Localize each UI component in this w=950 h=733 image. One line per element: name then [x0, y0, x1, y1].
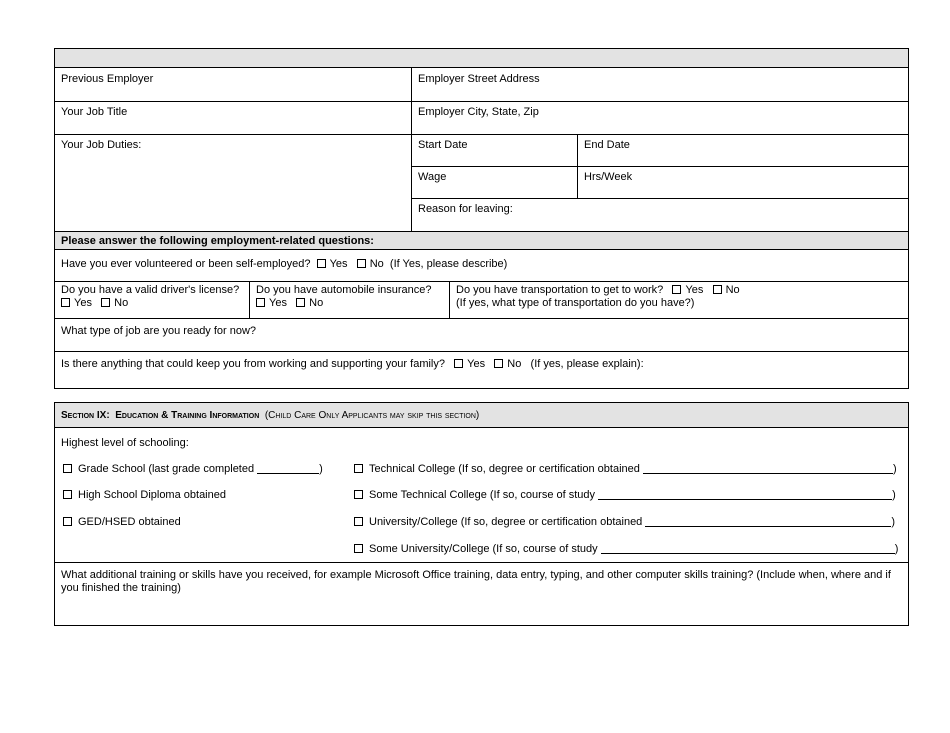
employment-header-bar: [55, 49, 908, 68]
barriers-row: [55, 351, 908, 388]
license-yes-label: Yes: [74, 297, 92, 309]
university-label: University/College (If so, degree or certification obtained: [369, 516, 643, 528]
ged-checkbox[interactable]: [63, 517, 72, 526]
grade-school-label: Grade School (last grade completed: [78, 463, 255, 475]
grade-completed-line[interactable]: [257, 473, 319, 474]
license-cell: [55, 281, 249, 318]
volunteered-row: [55, 250, 908, 281]
ged-label: GED/HSED obtained: [78, 516, 181, 528]
some-technical-close-paren: ): [892, 489, 896, 501]
volunteered-no-checkbox[interactable]: [357, 259, 366, 268]
end-date-field[interactable]: [577, 134, 908, 167]
barriers-no-label: No: [507, 358, 522, 370]
volunteered-yes-checkbox[interactable]: [317, 259, 326, 268]
technical-college-line[interactable]: [643, 473, 893, 474]
some-technical-line[interactable]: [598, 499, 892, 500]
transportation-yes-label: Yes: [685, 284, 704, 296]
transportation-cell: [449, 281, 908, 318]
volunteered-no-label: No: [369, 258, 384, 270]
hrs-week-label: Hrs/Week: [584, 171, 633, 183]
education-table: [54, 402, 909, 626]
university-close-paren: ): [891, 516, 896, 528]
education-section-header: [55, 403, 908, 428]
ged-option: [63, 516, 181, 529]
questions-header: [55, 231, 908, 250]
previous-employer-field[interactable]: [55, 68, 411, 101]
license-no-label: No: [114, 297, 129, 309]
volunteered-note: (If Yes, please describe): [389, 258, 508, 270]
insurance-no-checkbox[interactable]: [296, 298, 305, 307]
some-university-option: [354, 543, 898, 556]
grade-close-paren: ): [319, 463, 323, 475]
some-university-line[interactable]: [601, 553, 895, 554]
license-yes-checkbox[interactable]: [61, 298, 70, 307]
section-label: Section IX:: [61, 410, 110, 421]
some-university-label: Some University/College (If so, course of study: [369, 543, 598, 555]
job-ready-question: What type of job are you ready for now?: [61, 325, 257, 337]
reason-for-leaving-field[interactable]: [412, 198, 908, 231]
job-title-label: Your Job Title: [61, 106, 128, 118]
employer-city-label: Employer City, State, Zip: [418, 106, 539, 118]
start-date-field[interactable]: [412, 134, 577, 167]
end-date-label: End Date: [584, 139, 630, 151]
section-note: (Child Care Only Applicants may skip this section): [264, 410, 480, 421]
barriers-question: Is there anything that could keep you from working and supporting your family?: [61, 358, 445, 370]
university-line[interactable]: [645, 526, 891, 527]
job-duties-field[interactable]: [55, 134, 411, 231]
additional-training-question: What additional training or skills have you received, for example Microsoft Office training, data entry, typing, and other computer skills training? (Include when, where and if you finished the training): [61, 569, 891, 594]
transportation-note: (If yes, what type of transportation do you have?): [456, 297, 695, 309]
employment-table: [54, 48, 909, 389]
transportation-question: Do you have transportation to get to work?: [456, 284, 664, 296]
some-technical-checkbox[interactable]: [354, 490, 363, 499]
job-duties-label: Your Job Duties:: [61, 139, 142, 151]
barriers-no-checkbox[interactable]: [494, 359, 503, 368]
job-ready-field[interactable]: [55, 318, 908, 351]
grade-school-option: [63, 463, 323, 476]
additional-training-field[interactable]: [55, 562, 908, 625]
high-school-label: High School Diploma obtained: [78, 489, 226, 501]
highest-level-label: Highest level of schooling:: [61, 437, 189, 449]
transportation-yes-checkbox[interactable]: [672, 285, 681, 294]
high-school-option: [63, 489, 226, 502]
license-question: Do you have a valid driver's license?: [61, 284, 240, 296]
high-school-checkbox[interactable]: [63, 490, 72, 499]
employer-street-label: Employer Street Address: [418, 73, 540, 85]
reason-for-leaving-label: Reason for leaving:: [418, 203, 513, 215]
some-technical-option: [354, 489, 896, 502]
wage-field[interactable]: [412, 166, 577, 199]
university-option: [354, 516, 895, 529]
grade-school-checkbox[interactable]: [63, 464, 72, 473]
barriers-yes-checkbox[interactable]: [454, 359, 463, 368]
job-title-field[interactable]: [55, 101, 411, 134]
volunteered-question: Have you ever volunteered or been self-employed?: [61, 258, 311, 270]
technical-college-label: Technical College (If so, degree or certification obtained: [369, 463, 640, 475]
insurance-cell: [249, 281, 449, 318]
insurance-yes-label: Yes: [269, 297, 287, 309]
insurance-no-label: No: [309, 297, 324, 309]
some-university-close-paren: ): [894, 543, 899, 555]
transportation-no-checkbox[interactable]: [713, 285, 722, 294]
transportation-no-label: No: [725, 284, 740, 296]
volunteered-yes-label: Yes: [329, 258, 348, 270]
questions-header-text: Please answer the following employment-related questions:: [61, 235, 374, 247]
university-checkbox[interactable]: [354, 517, 363, 526]
section-title: Education & Training Information: [115, 410, 260, 421]
insurance-question: Do you have automobile insurance?: [256, 284, 432, 296]
hrs-week-field[interactable]: [577, 166, 908, 199]
insurance-yes-checkbox[interactable]: [256, 298, 265, 307]
technical-college-checkbox[interactable]: [354, 464, 363, 473]
barriers-yes-label: Yes: [467, 358, 486, 370]
technical-college-close-paren: ): [892, 463, 897, 475]
start-date-label: Start Date: [418, 139, 468, 151]
some-university-checkbox[interactable]: [354, 544, 363, 553]
technical-college-option: [354, 463, 897, 476]
license-no-checkbox[interactable]: [101, 298, 110, 307]
previous-employer-label: Previous Employer: [61, 73, 154, 85]
some-technical-label: Some Technical College (If so, course of study: [369, 489, 596, 501]
employer-city-field[interactable]: [411, 101, 908, 134]
barriers-note: (If yes, please explain):: [530, 358, 644, 370]
wage-label: Wage: [418, 171, 447, 183]
employer-street-field[interactable]: [411, 68, 908, 101]
